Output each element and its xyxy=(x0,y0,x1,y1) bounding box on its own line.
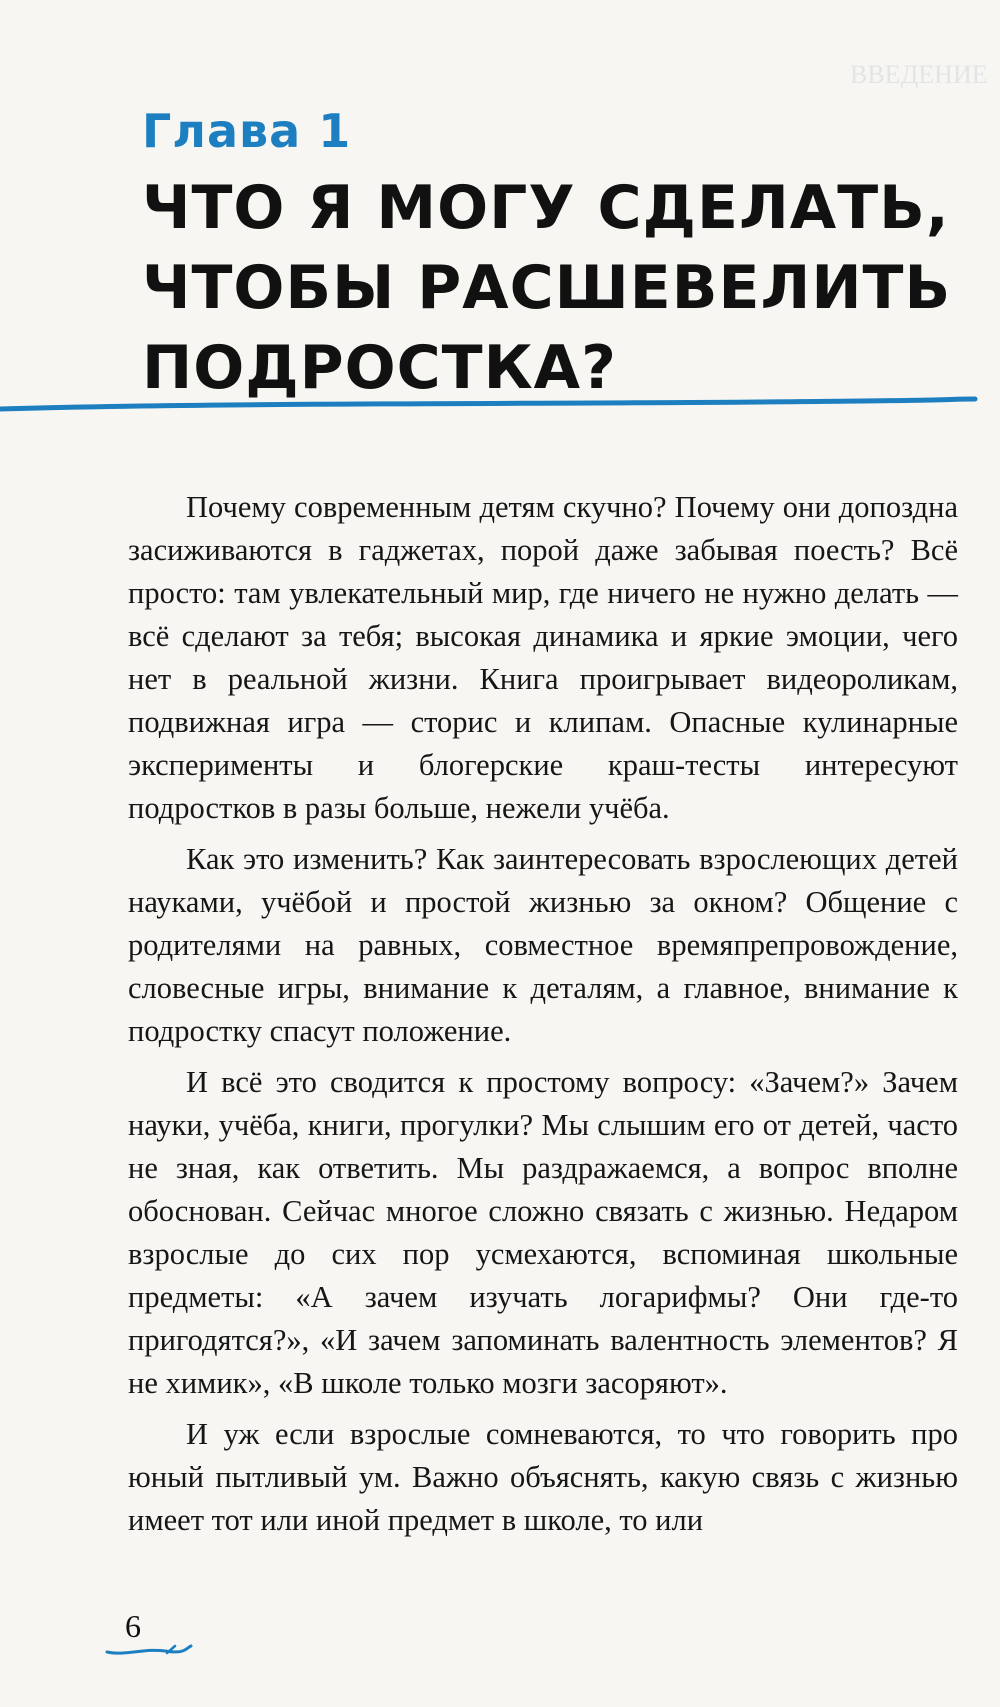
chapter-title xyxy=(142,168,962,408)
paragraph: И уж если взрослые сомневаются, то что говорить про юный пытливый ум. Важно объяснять, какую связь с жизнью имеет тот или иной предмет в школе, то или xyxy=(128,1417,958,1537)
paragraph: Как это изменить? Как заинтересовать взрослеющих детей науками, учёбой и простой жизнью за окном? Общение с родителями на равных, совместное времяпрепровождение, словесные игры, внимание к деталям, а главное, внимание к подростку спасут положение. xyxy=(128,842,958,1048)
page-number-swoosh-icon xyxy=(105,1640,195,1660)
paragraph: И всё это сводится к простому вопросу: «Зачем?» Зачем науки, учёба, книги, прогулки? Мы слышим его от детей, часто не зная, как ответить. Мы раздражаемся, а вопрос вполне обоснован. Сейчас многое сложно связать с жизнью. Недаром взрослые до сих пор усмехаются, вспоминая школьные предметы: «А зачем изучать логарифмы? Они где-то пригодятся?», «И зачем запоминать валентность элементов? Я не химик», «В школе только мозги засоряют». xyxy=(128,1065,958,1400)
chapter-divider-line xyxy=(0,395,1000,415)
chapter-title-line: ЧТОБЫ РАСШЕВЕЛИТЬ xyxy=(142,253,952,323)
bleed-through-text: ВВЕДЕНИЕ xyxy=(850,60,988,89)
page-number: 6 xyxy=(125,1608,141,1644)
chapter-title-line: ПОДРОСТКА? xyxy=(142,333,617,403)
paragraph: Почему современным детям скучно? Почему они допоздна засиживаются в гаджетах, порой даже забывая поесть? Всё просто: там увлекательный мир, где ничего не нужно делать — всё сделают за тебя; высокая динамика и яркие эмоции, чего нет в реальной жизни. Книга проигрывает видеороликам, подвижная игра — сторис и клипам. Опасные кулинарные эксперименты и блогерские краш-тесты интересуют подростков в разы больше, нежели учёба. xyxy=(128,490,958,825)
chapter-title-line: ЧТО Я МОГУ СДЕЛАТЬ, xyxy=(142,173,950,243)
chapter-label: Глава 1 xyxy=(142,104,352,158)
body-text xyxy=(128,486,958,1550)
